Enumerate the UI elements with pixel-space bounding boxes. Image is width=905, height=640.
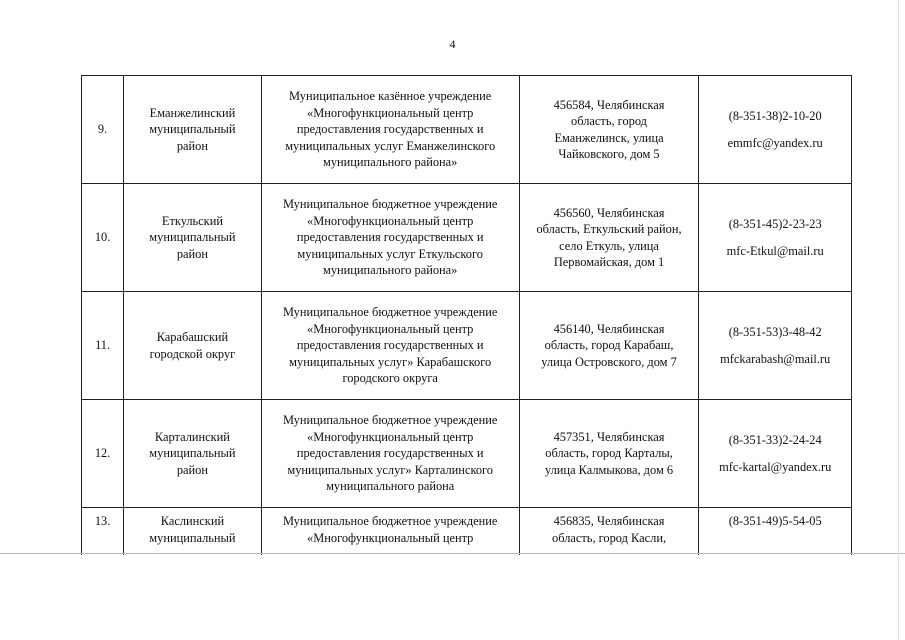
district-cell bbox=[124, 184, 262, 292]
address-line: область, город Карталы, bbox=[545, 446, 673, 461]
district-line: Еткульский bbox=[161, 213, 223, 228]
institution-cell bbox=[261, 76, 519, 184]
contact-cell bbox=[699, 76, 852, 184]
institution-line: Муниципальное бюджетное учреждение bbox=[282, 514, 498, 528]
institution-line: предоставления государственных и bbox=[296, 446, 484, 461]
district-cell bbox=[124, 508, 262, 556]
address-line: 457351, Челябинская bbox=[553, 429, 665, 444]
mfc-registry-table bbox=[81, 75, 852, 555]
institution-cell bbox=[261, 508, 519, 556]
registry-table-container bbox=[81, 75, 854, 555]
institution-line: муниципального района» bbox=[323, 263, 458, 278]
institution-cell bbox=[261, 292, 519, 400]
table-row bbox=[82, 184, 852, 292]
institution-line: «Многофункциональный центр bbox=[307, 530, 474, 545]
institution-line: муниципальных услуг Еткульского bbox=[297, 246, 483, 261]
institution-cell bbox=[261, 184, 519, 292]
institution-line: предоставления государственных и bbox=[296, 338, 484, 353]
institution-line: муниципального района» bbox=[323, 155, 458, 170]
address-line: 456584, Челябинская bbox=[553, 97, 665, 112]
address-line: 456835, Челябинская bbox=[553, 514, 665, 528]
address-line: Еманжелинск, улица bbox=[554, 130, 664, 145]
institution-line: муниципальных услуг» Карталинского bbox=[287, 462, 493, 477]
district-cell bbox=[124, 76, 262, 184]
institution-line: Муниципальное бюджетное учреждение bbox=[282, 413, 498, 428]
table-row bbox=[82, 76, 852, 184]
address-line: Чайковского, дом 5 bbox=[558, 147, 660, 161]
address-line: Первомайская, дом 1 bbox=[553, 255, 665, 269]
contact-cell bbox=[699, 292, 852, 400]
address-cell bbox=[519, 76, 699, 184]
address-line: область, город Касли, bbox=[552, 530, 667, 545]
row-number: 12. bbox=[82, 400, 124, 508]
row-number: 11. bbox=[82, 292, 124, 400]
address-cell bbox=[519, 292, 699, 400]
page-edge-line bbox=[898, 0, 899, 640]
contact-cell bbox=[699, 508, 852, 556]
phone-number: (8-351-33)2-24-24 bbox=[728, 433, 822, 447]
district-line: городской округ bbox=[149, 346, 236, 361]
phone-number: (8-351-38)2-10-20 bbox=[728, 109, 822, 123]
email-address[interactable]: mfc-Etkul@mail.ru bbox=[726, 243, 824, 258]
institution-line: предоставления государственных и bbox=[296, 230, 484, 245]
contact-cell bbox=[699, 184, 852, 292]
table-row bbox=[82, 508, 852, 556]
district-line: район bbox=[176, 246, 208, 261]
district-line: Карталинский bbox=[154, 429, 230, 444]
table-row bbox=[82, 292, 852, 400]
institution-line: «Многофункциональный центр bbox=[307, 105, 474, 120]
email-address[interactable]: mfckarabash@mail.ru bbox=[720, 351, 831, 366]
district-line: Еманжелинский bbox=[149, 105, 236, 120]
district-cell bbox=[124, 292, 262, 400]
address-cell bbox=[519, 508, 699, 556]
institution-cell bbox=[261, 400, 519, 508]
address-line: область, город Карабаш, bbox=[544, 338, 674, 353]
address-line: улица Островского, дом 7 bbox=[541, 354, 677, 369]
district-line: муниципальный bbox=[149, 122, 236, 137]
institution-line: «Многофункциональный центр bbox=[307, 213, 474, 228]
district-line: муниципальный bbox=[149, 230, 236, 245]
district-cell bbox=[124, 400, 262, 508]
district-line: район bbox=[176, 462, 208, 477]
phone-number: (8-351-49)5-54-05 bbox=[728, 514, 822, 528]
institution-line: «Многофункциональный центр bbox=[307, 321, 474, 336]
address-line: область, город bbox=[571, 114, 647, 128]
institution-line: предоставления государственных и bbox=[296, 122, 484, 137]
email-address[interactable]: emmfc@yandex.ru bbox=[727, 135, 823, 150]
institution-line: Муниципальное казённое учреждение bbox=[289, 89, 492, 104]
address-cell bbox=[519, 184, 699, 292]
page-bottom-divider bbox=[0, 553, 905, 554]
row-number: 13. bbox=[82, 508, 124, 556]
district-line: муниципальный bbox=[149, 530, 236, 545]
address-line: область, Еткульский район, bbox=[536, 222, 682, 236]
contact-cell bbox=[699, 400, 852, 508]
table-row bbox=[82, 400, 852, 508]
district-line: район bbox=[176, 138, 208, 153]
email-address[interactable]: mfc-kartal@yandex.ru bbox=[719, 459, 832, 474]
phone-number: (8-351-53)3-48-42 bbox=[728, 325, 822, 339]
district-line: Каслинский bbox=[160, 514, 225, 528]
address-line: улица Калмыкова, дом 6 bbox=[544, 462, 674, 477]
institution-line: «Многофункциональный центр bbox=[307, 429, 474, 444]
address-line: 456140, Челябинская bbox=[553, 321, 665, 336]
address-cell bbox=[519, 400, 699, 508]
address-line: 456560, Челябинская bbox=[553, 205, 665, 220]
institution-line: муниципального района bbox=[326, 479, 455, 494]
district-line: муниципальный bbox=[149, 446, 236, 461]
institution-line: городского округа bbox=[342, 371, 438, 386]
row-number: 10. bbox=[82, 184, 124, 292]
phone-number: (8-351-45)2-23-23 bbox=[728, 217, 822, 231]
institution-line: Муниципальное бюджетное учреждение bbox=[282, 305, 498, 320]
institution-line: муниципальных услуг Еманжелинского bbox=[285, 138, 496, 153]
row-number: 9. bbox=[82, 76, 124, 184]
address-line: село Еткуль, улица bbox=[559, 238, 659, 253]
page-number: 4 bbox=[449, 37, 456, 51]
district-line: Карабашский bbox=[156, 330, 229, 344]
institution-line: Муниципальное бюджетное учреждение bbox=[282, 197, 498, 212]
institution-line: муниципальных услуг» Карабашского bbox=[289, 354, 492, 369]
